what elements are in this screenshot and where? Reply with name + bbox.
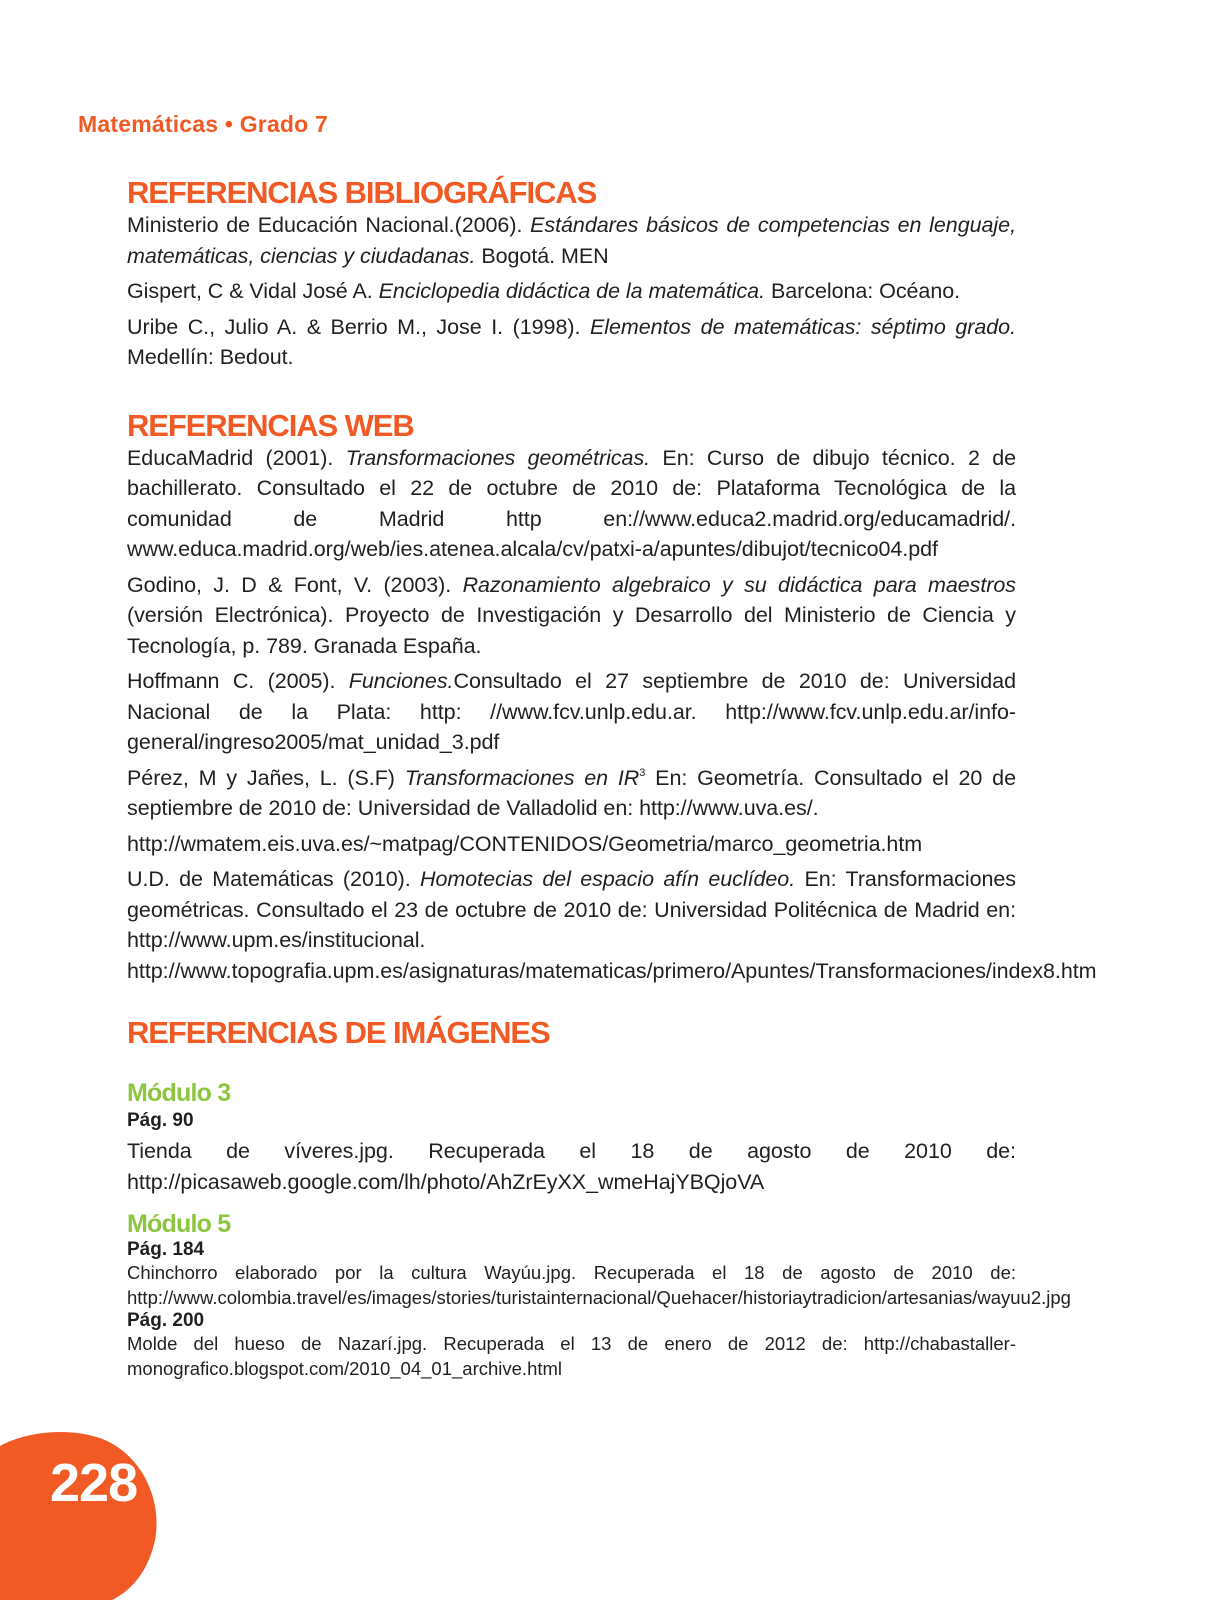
reference-details: En: Curso de dibujo técnico. 2 de bachillerato. Consultado el 22 de octubre de 2010 de: Plataforma Tecnológica de la comunidad de Madrid http en://www.educa2.madrid.org/educamadrid/. www.educa.madrid.org/web/ies.atenea.alcala/cv/patxi-a/apuntes/dibujot/tecnico04.pdf: [127, 445, 1017, 561]
reference-text: Pérez, M y Jañes, L. (S.F): [127, 765, 405, 790]
reference-title: Homotecias del espacio afín euclídeo.: [420, 867, 796, 891]
reference-text: Uribe C., Julio A. & Berrio M., Jose I. (1998).: [127, 314, 590, 339]
page-label: Pág. 90: [127, 1110, 194, 1131]
reference-details: En: Transformaciones geométricas. Consultado el 23 de octubre de 2010 de: Universidad Politécnica de Madrid en: http://www.upm.es/institucional. http://www.topografia.upm.es/asignaturas/matematicas/primero/Apuntes/Transformaciones/index8.htm: [127, 867, 1097, 983]
reference-details: (versión Electrónica). Proyecto de Investigación y Desarrollo del Ministerio de Ciencia y Tecnología, p. 789. Granada España.: [127, 603, 1016, 658]
reference-text: Godino, J. D & Font, V. (2003).: [127, 572, 463, 597]
reference-details: Consultado el 27 septiembre de 2010 de: Universidad Nacional de la Plata: http: //www.fcv.unlp.edu.ar. http://www.fcv.unlp.edu.ar/info-general/ingreso2005/mat_unidad_3.pdf: [127, 669, 1016, 754]
reference-details: Medellín: Bedout.: [127, 345, 294, 369]
bibliographic-references: [127, 210, 1016, 373]
reference-entry: [127, 829, 1016, 860]
reference-entry: [127, 210, 1016, 271]
reference-entry: [127, 276, 1016, 307]
module-3-block: [127, 1078, 1016, 1197]
reference-text: Gispert, C & Vidal José A.: [127, 279, 379, 303]
reference-entry: [127, 763, 1016, 824]
module-title: Módulo 5: [127, 1210, 231, 1238]
reference-text: Hoffmann C. (2005).: [127, 669, 349, 693]
reference-entry: [127, 666, 1016, 758]
page-content: [127, 175, 1097, 1381]
reference-text: EducaMadrid (2001).: [127, 445, 346, 470]
reference-entry: [127, 570, 1016, 662]
superscript: 3: [639, 766, 646, 779]
reference-title: Transformaciones en IR: [404, 765, 640, 790]
reference-title: Razonamiento algebraico y su didáctica para maestros: [462, 572, 1016, 597]
module-title: Módulo 3: [127, 1079, 231, 1107]
reference-details: Barcelona: Océano.: [765, 279, 961, 303]
section-title-bibliographic: REFERENCIAS BIBLIOGRÁFICAS: [127, 175, 597, 210]
reference-entry: [127, 864, 1097, 986]
module-5-block: [127, 1209, 1071, 1381]
reference-details: En: Geometría. Consultado el 20 de septiembre de 2010 de: Universidad de Valladolid en: http://www.uva.es/.: [127, 765, 1016, 820]
reference-title: Transformaciones geométricas.: [345, 445, 651, 470]
page-label: Pág. 184: [127, 1239, 205, 1260]
section-title-web: REFERENCIAS WEB: [127, 407, 414, 443]
image-reference: Tienda de víveres.jpg. Recuperada el 18 de agosto de 2010 de: http://picasaweb.google.com/lh/photo/AhZrEyXX_wmeHajYBQjoVA: [127, 1139, 1016, 1194]
running-header: Matemáticas • Grado 7: [78, 111, 329, 137]
reference-text: Ministerio de Educación Nacional.(2006).: [127, 213, 531, 237]
reference-title: Enciclopedia didáctica de la matemática.: [378, 279, 766, 303]
page-label: Pág. 200: [127, 1310, 205, 1331]
reference-title: Funciones.: [348, 669, 454, 693]
reference-text: http://wmatem.eis.uva.es/~matpag/CONTENIDOS/Geometria/marco_geometria.htm: [127, 831, 923, 856]
section-title-images: REFERENCIAS DE IMÁGENES: [127, 1015, 550, 1050]
image-reference: Molde del hueso de Nazarí.jpg. Recuperada el 13 de enero de 2012 de: http://chabastaller-monografico.blogspot.com/2010_04_01_archive.html: [127, 1333, 1016, 1379]
reference-entry: [127, 312, 1016, 373]
reference-title: Elementos de matemáticas: séptimo grado.: [589, 314, 1017, 339]
web-references: [127, 443, 1097, 987]
reference-details: Bogotá. MEN: [475, 243, 609, 268]
page-number: 228: [50, 1453, 138, 1513]
image-reference: Chinchorro elaborado por la cultura Wayúu.jpg. Recuperada el 18 de agosto de 2010 de: http://www.colombia.travel/es/images/stories/turistainternacional/Quehacer/historiaytradicion/artesanias/wayuu2.jpg: [127, 1262, 1071, 1308]
reference-text: U.D. de Matemáticas (2010).: [127, 867, 421, 891]
reference-title: Estándares básicos de competencias en lenguaje, matemáticas, ciencias y ciudadanas.: [127, 213, 1016, 268]
reference-entry: [127, 443, 1016, 565]
